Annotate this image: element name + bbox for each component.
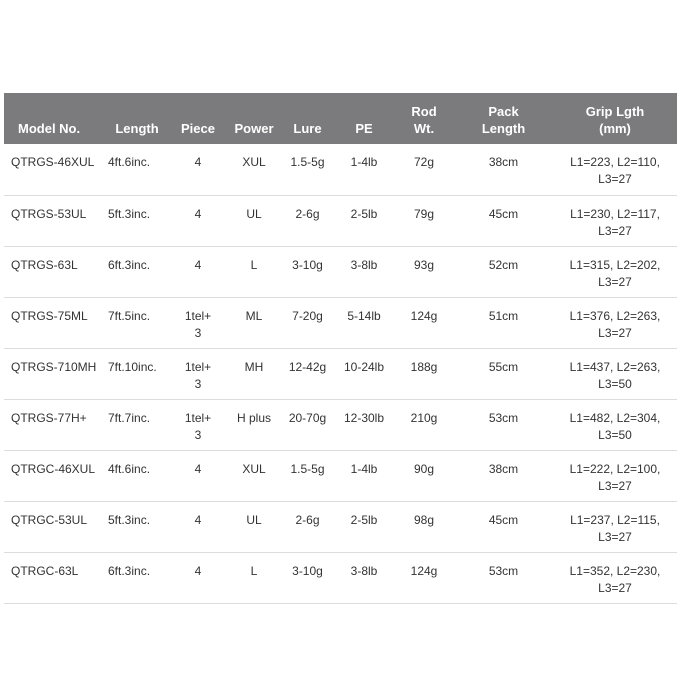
table-row bbox=[4, 399, 677, 450]
cell-text: 3-8lb bbox=[350, 563, 378, 578]
column-header-text: Power bbox=[234, 121, 274, 136]
cell-text: 4 bbox=[194, 512, 202, 527]
cell-text: QTRGS-63L bbox=[11, 257, 78, 272]
cell-text: 210g bbox=[410, 410, 438, 425]
cell-pack-length bbox=[454, 450, 553, 501]
column-header-text: PE bbox=[355, 121, 373, 136]
cell-length bbox=[105, 144, 169, 195]
column-header-piece bbox=[169, 93, 227, 144]
cell-text: 3 bbox=[194, 376, 202, 391]
cell-text: 51cm bbox=[488, 308, 519, 323]
table-row bbox=[4, 144, 677, 195]
cell-lure bbox=[281, 399, 334, 450]
cell-text: 93g bbox=[413, 257, 435, 272]
rod-spec-table bbox=[4, 93, 677, 604]
cell-text: XUL bbox=[242, 461, 266, 476]
column-header-text: Rod bbox=[411, 104, 437, 119]
cell-piece bbox=[169, 450, 227, 501]
cell-grip-length bbox=[553, 195, 677, 246]
cell-text: 1.5-5g bbox=[290, 155, 325, 169]
column-header-rod-weight bbox=[394, 93, 454, 144]
cell-text: L3=27 bbox=[598, 325, 632, 340]
cell-grip-length bbox=[553, 348, 677, 399]
cell-text: 6ft.3inc. bbox=[108, 563, 151, 578]
cell-lure bbox=[281, 195, 334, 246]
cell-text: 2-6g bbox=[295, 206, 320, 221]
cell-text: 3-10g bbox=[292, 563, 323, 578]
cell-text: 45cm bbox=[488, 512, 519, 527]
cell-model-no bbox=[4, 246, 105, 297]
cell-grip-length bbox=[553, 450, 677, 501]
cell-text: 98g bbox=[413, 512, 435, 527]
cell-text: L1=376, L2=263, bbox=[569, 308, 661, 323]
cell-pe bbox=[334, 501, 394, 552]
cell-text: 1.5-5g bbox=[290, 461, 325, 476]
cell-text: 5ft.3inc. bbox=[108, 512, 151, 527]
cell-lure bbox=[281, 246, 334, 297]
cell-piece bbox=[169, 501, 227, 552]
cell-text: 38cm bbox=[488, 155, 519, 169]
column-header-text: Piece bbox=[181, 121, 215, 136]
cell-text: 1-4lb bbox=[350, 461, 378, 476]
cell-text: 4 bbox=[194, 563, 202, 578]
cell-text: L bbox=[250, 563, 258, 578]
column-header-text: Wt. bbox=[413, 121, 435, 136]
cell-rod-weight bbox=[394, 399, 454, 450]
cell-text: 7ft.10inc. bbox=[108, 359, 157, 374]
cell-length bbox=[105, 501, 169, 552]
table-row bbox=[4, 501, 677, 552]
cell-rod-weight bbox=[394, 348, 454, 399]
cell-text: 124g bbox=[410, 563, 438, 578]
cell-text: 79g bbox=[413, 206, 435, 221]
cell-text: 124g bbox=[410, 308, 438, 323]
column-header-text: Lure bbox=[293, 121, 322, 136]
table-row bbox=[4, 348, 677, 399]
cell-piece bbox=[169, 399, 227, 450]
table-row bbox=[4, 297, 677, 348]
cell-rod-weight bbox=[394, 144, 454, 195]
spec-table-container bbox=[4, 93, 677, 604]
cell-text: 4 bbox=[194, 257, 202, 272]
cell-piece bbox=[169, 195, 227, 246]
cell-pack-length bbox=[454, 501, 553, 552]
cell-length bbox=[105, 552, 169, 603]
cell-text: 53cm bbox=[488, 410, 519, 425]
cell-text: L1=222, L2=100, bbox=[569, 461, 661, 476]
cell-text: L3=50 bbox=[598, 376, 632, 391]
cell-text: XUL bbox=[242, 155, 266, 169]
cell-text: 4 bbox=[194, 155, 202, 169]
cell-model-no bbox=[4, 297, 105, 348]
cell-text: L3=50 bbox=[598, 427, 632, 442]
cell-text: 1-4lb bbox=[350, 155, 378, 169]
cell-text: 7ft.5inc. bbox=[108, 308, 151, 323]
cell-text: 3 bbox=[194, 427, 202, 442]
cell-power bbox=[227, 195, 281, 246]
table-header bbox=[4, 93, 677, 144]
cell-length bbox=[105, 297, 169, 348]
cell-text: QTRGS-53UL bbox=[11, 206, 87, 221]
cell-text: QTRGS-77H+ bbox=[11, 410, 87, 425]
cell-text: 7ft.7inc. bbox=[108, 410, 151, 425]
cell-text: L1=223, L2=110, bbox=[570, 155, 660, 169]
cell-text: 3-8lb bbox=[350, 257, 378, 272]
cell-text: 1tel+ bbox=[184, 359, 212, 374]
cell-pack-length bbox=[454, 195, 553, 246]
cell-lure bbox=[281, 144, 334, 195]
column-header-power bbox=[227, 93, 281, 144]
cell-pe bbox=[334, 297, 394, 348]
cell-power bbox=[227, 246, 281, 297]
cell-length bbox=[105, 399, 169, 450]
cell-power bbox=[227, 348, 281, 399]
cell-power bbox=[227, 144, 281, 195]
cell-model-no bbox=[4, 144, 105, 195]
cell-text: 4 bbox=[194, 206, 202, 221]
cell-text: QTRGC-63L bbox=[11, 563, 79, 578]
cell-model-no bbox=[4, 501, 105, 552]
cell-model-no bbox=[4, 348, 105, 399]
cell-text: L bbox=[250, 257, 258, 272]
column-header-length bbox=[105, 93, 169, 144]
table-row bbox=[4, 552, 677, 603]
cell-power bbox=[227, 297, 281, 348]
cell-power bbox=[227, 501, 281, 552]
cell-text: L3=27 bbox=[598, 580, 632, 595]
cell-grip-length bbox=[553, 552, 677, 603]
table-row bbox=[4, 246, 677, 297]
cell-length bbox=[105, 450, 169, 501]
cell-lure bbox=[281, 297, 334, 348]
cell-text: ML bbox=[245, 308, 263, 323]
cell-piece bbox=[169, 297, 227, 348]
cell-rod-weight bbox=[394, 450, 454, 501]
cell-text: L3=27 bbox=[598, 529, 632, 544]
cell-text: L3=27 bbox=[598, 274, 632, 289]
cell-pe bbox=[334, 348, 394, 399]
cell-text: 2-5lb bbox=[350, 206, 378, 221]
cell-pe bbox=[334, 246, 394, 297]
cell-text: MH bbox=[244, 359, 264, 374]
cell-lure bbox=[281, 348, 334, 399]
cell-text: 4ft.6inc. bbox=[108, 155, 151, 169]
cell-text: 90g bbox=[413, 461, 435, 476]
cell-text: 5-14lb bbox=[347, 308, 381, 323]
cell-length bbox=[105, 348, 169, 399]
cell-text: UL bbox=[246, 512, 262, 527]
cell-text: 1tel+ bbox=[184, 410, 212, 425]
cell-lure bbox=[281, 552, 334, 603]
cell-lure bbox=[281, 501, 334, 552]
cell-model-no bbox=[4, 195, 105, 246]
cell-rod-weight bbox=[394, 297, 454, 348]
cell-pack-length bbox=[454, 552, 553, 603]
cell-text: 52cm bbox=[488, 257, 519, 272]
cell-pack-length bbox=[454, 348, 553, 399]
column-header-text: Model No. bbox=[18, 121, 81, 136]
cell-text: L1=315, L2=202, bbox=[569, 257, 661, 272]
cell-rod-weight bbox=[394, 195, 454, 246]
cell-text: 12-42g bbox=[288, 359, 327, 374]
cell-text: 45cm bbox=[488, 206, 519, 221]
cell-text: QTRGC-46XUL bbox=[11, 461, 96, 476]
cell-model-no bbox=[4, 450, 105, 501]
cell-text: 55cm bbox=[488, 359, 519, 374]
cell-text: 1tel+ bbox=[184, 308, 212, 323]
cell-pack-length bbox=[454, 399, 553, 450]
column-header-text: Length bbox=[481, 121, 526, 136]
cell-rod-weight bbox=[394, 246, 454, 297]
cell-text: 12-30lb bbox=[343, 410, 385, 425]
column-header-text: Pack bbox=[488, 104, 519, 119]
cell-text: 4ft.6inc. bbox=[108, 461, 151, 476]
cell-piece bbox=[169, 552, 227, 603]
cell-pe bbox=[334, 195, 394, 246]
cell-text: UL bbox=[246, 206, 262, 221]
cell-grip-length bbox=[553, 399, 677, 450]
cell-pack-length bbox=[454, 144, 553, 195]
cell-text: QTRGC-53UL bbox=[11, 512, 88, 527]
column-header-text: (mm) bbox=[599, 121, 631, 136]
cell-text: 2-6g bbox=[295, 512, 320, 527]
cell-power bbox=[227, 399, 281, 450]
column-header-pe bbox=[334, 93, 394, 144]
cell-text: L3=27 bbox=[598, 223, 632, 238]
column-header-grip-length bbox=[553, 93, 677, 144]
cell-text: H plus bbox=[236, 410, 271, 425]
cell-piece bbox=[169, 246, 227, 297]
cell-model-no bbox=[4, 552, 105, 603]
cell-pack-length bbox=[454, 246, 553, 297]
cell-power bbox=[227, 450, 281, 501]
cell-text: 6ft.3inc. bbox=[108, 257, 151, 272]
cell-pe bbox=[334, 552, 394, 603]
cell-text: 4 bbox=[194, 461, 202, 476]
cell-grip-length bbox=[553, 501, 677, 552]
cell-piece bbox=[169, 144, 227, 195]
cell-text: 38cm bbox=[488, 461, 519, 476]
cell-grip-length bbox=[553, 246, 677, 297]
cell-text: L1=352, L2=230, bbox=[569, 563, 661, 578]
column-header-text: Grip Lgth bbox=[585, 104, 645, 119]
cell-text: QTRGS-46XUL bbox=[11, 155, 95, 169]
cell-pe bbox=[334, 399, 394, 450]
cell-pack-length bbox=[454, 297, 553, 348]
cell-text: 2-5lb bbox=[350, 512, 378, 527]
header-row bbox=[4, 93, 677, 144]
cell-length bbox=[105, 195, 169, 246]
cell-text: QTRGS-75ML bbox=[11, 308, 88, 323]
cell-text: 53cm bbox=[488, 563, 519, 578]
cell-rod-weight bbox=[394, 501, 454, 552]
cell-rod-weight bbox=[394, 552, 454, 603]
cell-text: L3=27 bbox=[598, 478, 632, 493]
cell-text: 20-70g bbox=[288, 410, 327, 425]
cell-text: QTRGS-710MH bbox=[11, 359, 97, 374]
table-body bbox=[4, 144, 677, 603]
cell-lure bbox=[281, 450, 334, 501]
cell-power bbox=[227, 552, 281, 603]
cell-pe bbox=[334, 450, 394, 501]
cell-text: L1=437, L2=263, bbox=[569, 359, 661, 374]
cell-model-no bbox=[4, 399, 105, 450]
cell-text: 3-10g bbox=[292, 257, 323, 272]
cell-text: 3 bbox=[194, 325, 202, 340]
cell-text: L1=230, L2=117, bbox=[570, 206, 660, 221]
cell-text: L1=237, L2=115, bbox=[570, 512, 660, 527]
cell-text: 5ft.3inc. bbox=[108, 206, 151, 221]
column-header-lure bbox=[281, 93, 334, 144]
column-header-pack-length bbox=[454, 93, 553, 144]
cell-text: L3=27 bbox=[598, 172, 632, 186]
cell-text: 72g bbox=[413, 155, 435, 169]
cell-grip-length bbox=[553, 144, 677, 195]
cell-text: 10-24lb bbox=[343, 359, 385, 374]
table-row bbox=[4, 195, 677, 246]
cell-pe bbox=[334, 144, 394, 195]
cell-text: 188g bbox=[410, 359, 438, 374]
column-header-model-no bbox=[4, 93, 105, 144]
table-row bbox=[4, 450, 677, 501]
cell-text: 7-20g bbox=[292, 308, 323, 323]
cell-piece bbox=[169, 348, 227, 399]
cell-length bbox=[105, 246, 169, 297]
cell-text: L1=482, L2=304, bbox=[569, 410, 661, 425]
cell-grip-length bbox=[553, 297, 677, 348]
column-header-text: Length bbox=[115, 121, 159, 136]
